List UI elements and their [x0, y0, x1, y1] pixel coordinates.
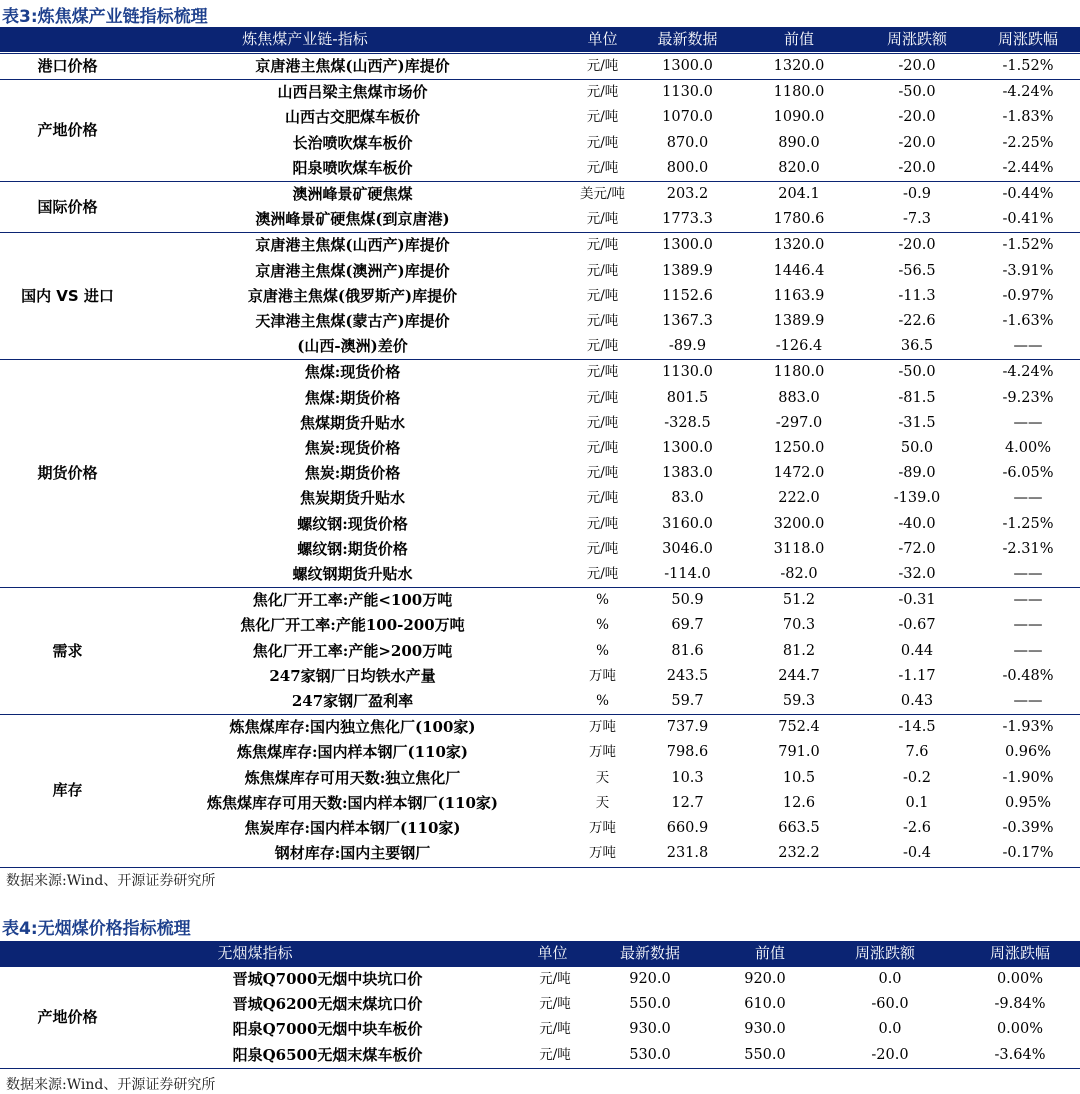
- change-cell: -11.3: [898, 287, 936, 304]
- previous-cell: 883.0: [778, 389, 820, 406]
- table3-source: 数据来源:Wind、开源证券研究所: [6, 873, 216, 889]
- group-label: 产地价格: [0, 967, 135, 1069]
- indicator-cell: 焦炭库存:国内样本钢厂(110家): [244, 819, 461, 838]
- table-row: [0, 562, 1080, 588]
- table-row: [0, 334, 1080, 360]
- indicator-cell: 澳洲峰景矿硬焦煤: [135, 182, 570, 208]
- unit-cell: 元/吨: [570, 233, 635, 259]
- unit-cell: 万吨: [589, 667, 616, 684]
- indicator-cell: 京唐港主焦煤(澳洲产)库提价: [255, 261, 450, 280]
- previous-cell: 81.2: [782, 642, 816, 659]
- pct-cell: ——: [1013, 490, 1043, 507]
- change-cell: -7.3: [903, 211, 931, 228]
- previous-cell: 1780.6: [773, 211, 825, 228]
- indicator-cell: 阳泉喷吹煤车板价: [292, 158, 413, 177]
- unit-cell: 元/吨: [586, 465, 619, 482]
- indicator-cell: 焦煤期货升贴水: [299, 413, 405, 432]
- latest-cell: 660.9: [666, 820, 709, 837]
- table4-body: [0, 966, 1080, 1069]
- table-row: [0, 411, 1080, 436]
- latest-cell: 50.9: [635, 588, 740, 614]
- table-row: [0, 816, 1080, 841]
- unit-cell: 元/吨: [586, 262, 619, 279]
- indicator-cell: 山西古交肥煤车板价: [284, 108, 420, 127]
- table3-header: [0, 27, 1080, 52]
- header-previous: 前值: [783, 30, 814, 48]
- group-label: 期货价格: [0, 360, 135, 588]
- header-previous: 前值: [754, 944, 785, 962]
- change-cell: -40.0: [898, 515, 936, 532]
- latest-cell: -114.0: [664, 566, 711, 583]
- previous-cell: 1090.0: [773, 109, 825, 126]
- change-cell: -50.0: [858, 360, 976, 386]
- group-label: 国内 VS 进口: [0, 233, 135, 360]
- indicator-cell: 焦煤:现货价格: [135, 360, 570, 386]
- pct-cell: 4.00%: [1004, 440, 1052, 457]
- table-row: [0, 766, 1080, 791]
- table4-title: 表4:无烟煤价格指标梳理: [2, 919, 191, 939]
- indicator-cell: 京唐港主焦煤(山西产)库提价: [135, 54, 570, 80]
- change-cell: -22.6: [898, 313, 936, 330]
- header-indicator: 无烟煤指标: [217, 944, 293, 962]
- group-label: 国际价格: [0, 182, 135, 233]
- unit-cell: 元/吨: [570, 54, 635, 80]
- change-cell: 0.43: [900, 693, 934, 710]
- pct-cell: 0.95%: [1004, 794, 1052, 811]
- indicator-cell: 炼焦煤库存:国内独立焦化厂(100家): [135, 715, 570, 741]
- change-cell: -50.0: [858, 80, 976, 106]
- table-row: [0, 233, 1080, 259]
- previous-cell: -126.4: [775, 338, 823, 355]
- change-cell: -0.31: [858, 588, 976, 614]
- previous-cell: 222.0: [778, 490, 820, 507]
- latest-cell: 59.7: [671, 693, 704, 710]
- previous-cell: 204.1: [740, 182, 858, 208]
- header-weekly-pct: 周涨跌幅: [997, 30, 1058, 48]
- indicator-cell: 晋城Q6200无烟末煤坑口价: [232, 995, 423, 1014]
- unit-cell: 万吨: [589, 820, 616, 837]
- unit-cell: 万吨: [570, 715, 635, 741]
- table-row: [0, 613, 1080, 638]
- table-row: [0, 740, 1080, 765]
- change-cell: -81.5: [898, 389, 936, 406]
- indicator-cell: 焦炭:期货价格: [304, 464, 401, 483]
- unit-cell: 天: [595, 794, 610, 811]
- unit-cell: 天: [595, 769, 610, 786]
- table3-body: [0, 53, 1080, 868]
- latest-cell: 1300.0: [635, 54, 740, 80]
- group-label: 港口价格: [0, 54, 135, 80]
- previous-cell: 1320.0: [740, 54, 858, 80]
- previous-cell: 1389.9: [773, 313, 825, 330]
- indicator-cell: 阳泉Q6500无烟末煤车板价: [135, 1043, 520, 1069]
- table-row: [0, 259, 1080, 284]
- table-row: [0, 967, 1080, 993]
- latest-cell: 243.5: [666, 667, 709, 684]
- group-label: 产地价格: [0, 80, 135, 182]
- latest-cell: 1389.9: [662, 262, 713, 279]
- unit-cell: 元/吨: [586, 134, 619, 151]
- change-cell: -56.5: [898, 262, 936, 279]
- latest-cell: 800.0: [666, 159, 709, 176]
- previous-cell: 1446.4: [773, 262, 825, 279]
- indicator-cell: 澳洲峰景矿硬焦煤(到京唐港): [255, 210, 450, 229]
- change-cell: 0.0: [878, 1021, 902, 1038]
- previous-cell: 791.0: [778, 744, 820, 761]
- table-row: [0, 436, 1080, 461]
- change-cell: 0.44: [900, 642, 934, 659]
- pct-cell: -2.25%: [1002, 134, 1054, 151]
- change-cell: -20.0: [898, 159, 936, 176]
- pct-cell: -0.39%: [1002, 820, 1054, 837]
- table-row: [0, 156, 1080, 182]
- indicator-cell: 螺纹钢期货升贴水: [292, 565, 413, 584]
- previous-cell: 1320.0: [740, 233, 858, 259]
- table-row: [0, 182, 1080, 208]
- pct-cell: 0.00%: [996, 1021, 1044, 1038]
- change-cell: -0.4: [858, 841, 976, 867]
- unit-cell: 元/吨: [586, 109, 619, 126]
- previous-cell: 890.0: [778, 134, 820, 151]
- unit-cell: 万吨: [570, 841, 635, 867]
- latest-cell: 1130.0: [635, 360, 740, 386]
- header-latest: 最新数据: [619, 944, 680, 962]
- pct-cell: -1.25%: [1002, 515, 1054, 532]
- pct-cell: ——: [1013, 617, 1043, 634]
- table-row: [0, 588, 1080, 614]
- latest-cell: 69.7: [671, 617, 704, 634]
- indicator-cell: 长治喷吹煤车板价: [292, 133, 413, 152]
- latest-cell: 231.8: [635, 841, 740, 867]
- previous-cell: 12.6: [782, 794, 816, 811]
- latest-cell: 3160.0: [662, 515, 713, 532]
- table-row: [0, 992, 1080, 1017]
- indicator-cell: 山西吕梁主焦煤市场价: [135, 80, 570, 106]
- pct-cell: -1.52%: [976, 54, 1080, 80]
- change-cell: -20.0: [858, 233, 976, 259]
- pct-cell: ——: [1013, 338, 1043, 355]
- change-cell: 0.0: [820, 967, 960, 993]
- table-row: [0, 309, 1080, 334]
- previous-cell: 232.2: [740, 841, 858, 867]
- group-label: 需求: [0, 588, 135, 715]
- table-row: [0, 1043, 1080, 1069]
- table4-header: [0, 941, 1080, 966]
- previous-cell: 1472.0: [773, 465, 825, 482]
- change-cell: -20.0: [898, 134, 936, 151]
- unit-cell: 元/吨: [520, 1043, 590, 1069]
- latest-cell: 920.0: [590, 967, 710, 993]
- table-row: [0, 715, 1080, 741]
- table-row: [0, 664, 1080, 689]
- table-row: [0, 207, 1080, 233]
- indicator-cell: 炼焦煤库存可用天数:独立焦化厂: [244, 768, 461, 787]
- table-row: [0, 689, 1080, 715]
- latest-cell: 1773.3: [662, 211, 713, 228]
- previous-cell: -297.0: [775, 414, 823, 431]
- pct-cell: -1.63%: [1002, 313, 1054, 330]
- previous-cell: 752.4: [740, 715, 858, 741]
- previous-cell: 59.3: [782, 693, 816, 710]
- header-weekly-change: 周涨跌额: [886, 30, 947, 48]
- indicator-cell: (山西-澳洲)差价: [297, 337, 408, 356]
- unit-cell: 元/吨: [586, 540, 619, 557]
- pct-cell: -2.31%: [1002, 540, 1054, 557]
- unit-cell: 元/吨: [586, 440, 619, 457]
- latest-cell: 12.7: [671, 794, 704, 811]
- pct-cell: ——: [1013, 414, 1043, 431]
- change-cell: -72.0: [898, 540, 936, 557]
- change-cell: -20.0: [858, 54, 976, 80]
- indicator-cell: 炼焦煤库存:国内样本钢厂(110家): [236, 743, 469, 762]
- unit-cell: 元/吨: [570, 360, 635, 386]
- previous-cell: 663.5: [778, 820, 820, 837]
- previous-cell: 10.5: [782, 769, 816, 786]
- pct-cell: -0.41%: [1002, 211, 1054, 228]
- table4-source: 数据来源:Wind、开源证券研究所: [6, 1077, 216, 1093]
- latest-cell: 1383.0: [662, 465, 713, 482]
- pct-cell: -0.17%: [976, 841, 1080, 867]
- unit-cell: 万吨: [589, 744, 616, 761]
- unit-cell: 元/吨: [586, 211, 619, 228]
- latest-cell: -89.9: [668, 338, 707, 355]
- unit-cell: 元/吨: [586, 313, 619, 330]
- table-row: [0, 841, 1080, 867]
- table-row: [0, 1017, 1080, 1042]
- change-cell: -14.5: [858, 715, 976, 741]
- unit-cell: %: [570, 588, 635, 614]
- change-cell: -0.2: [903, 769, 931, 786]
- group-label: 库存: [0, 715, 135, 867]
- unit-cell: 元/吨: [586, 287, 619, 304]
- table-row: [0, 360, 1080, 386]
- table-row: [0, 80, 1080, 106]
- indicator-cell: 螺纹钢:期货价格: [297, 539, 408, 558]
- change-cell: 36.5: [900, 338, 934, 355]
- unit-cell: 元/吨: [586, 414, 619, 431]
- unit-cell: 元/吨: [586, 490, 619, 507]
- header-weekly-pct: 周涨跌幅: [989, 944, 1050, 962]
- indicator-cell: 炼焦煤库存可用天数:国内样本钢厂(110家): [206, 793, 499, 812]
- header-latest: 最新数据: [657, 30, 718, 48]
- latest-cell: 1300.0: [635, 233, 740, 259]
- pct-cell: -0.48%: [1002, 667, 1054, 684]
- previous-cell: 3118.0: [773, 540, 825, 557]
- pct-cell: ——: [1013, 642, 1043, 659]
- unit-cell: %: [596, 617, 609, 634]
- pct-cell: -4.24%: [976, 360, 1080, 386]
- indicator-cell: 京唐港主焦煤(俄罗斯产)库提价: [247, 286, 458, 305]
- table-row: [0, 537, 1080, 562]
- indicator-cell: 天津港主焦煤(蒙古产)库提价: [255, 312, 450, 331]
- change-cell: -2.6: [903, 820, 931, 837]
- pct-cell: -2.44%: [1002, 159, 1054, 176]
- latest-cell: 1300.0: [662, 440, 713, 457]
- previous-cell: 820.0: [778, 159, 820, 176]
- header-unit: 单位: [587, 30, 618, 48]
- previous-cell: 610.0: [744, 996, 786, 1013]
- latest-cell: 930.0: [629, 1021, 671, 1038]
- change-cell: -60.0: [871, 996, 909, 1013]
- change-cell: -20.0: [820, 1043, 960, 1069]
- latest-cell: 737.9: [635, 715, 740, 741]
- previous-cell: 3200.0: [773, 515, 825, 532]
- pct-cell: 0.00%: [960, 967, 1080, 993]
- indicator-cell: 螺纹钢:现货价格: [297, 514, 408, 533]
- latest-cell: 3046.0: [662, 540, 713, 557]
- unit-cell: %: [596, 642, 609, 659]
- previous-cell: 550.0: [710, 1043, 820, 1069]
- indicator-cell: 焦煤:期货价格: [304, 388, 401, 407]
- previous-cell: 1250.0: [773, 440, 825, 457]
- pct-cell: -1.90%: [1002, 769, 1054, 786]
- latest-cell: 530.0: [590, 1043, 710, 1069]
- change-cell: 7.6: [905, 744, 929, 761]
- latest-cell: 203.2: [635, 182, 740, 208]
- latest-cell: 1130.0: [635, 80, 740, 106]
- pct-cell: -0.97%: [1002, 287, 1054, 304]
- latest-cell: 1070.0: [662, 109, 713, 126]
- indicator-cell: 京唐港主焦煤(山西产)库提价: [135, 233, 570, 259]
- latest-cell: 81.6: [671, 642, 704, 659]
- table-row: [0, 284, 1080, 309]
- unit-cell: 元/吨: [586, 515, 619, 532]
- table-row: [0, 386, 1080, 411]
- table-row: [0, 791, 1080, 816]
- indicator-cell: 焦化厂开工率:产能100-200万吨: [240, 616, 465, 635]
- pct-cell: -1.52%: [976, 233, 1080, 259]
- latest-cell: 1367.3: [662, 313, 713, 330]
- change-cell: -139.0: [893, 490, 941, 507]
- change-cell: -32.0: [898, 566, 936, 583]
- latest-cell: 870.0: [666, 134, 709, 151]
- pct-cell: -4.24%: [976, 80, 1080, 106]
- latest-cell: 798.6: [666, 744, 709, 761]
- previous-cell: 51.2: [740, 588, 858, 614]
- header-weekly-change: 周涨跌额: [854, 944, 915, 962]
- header-unit: 单位: [537, 944, 568, 962]
- pct-cell: -9.23%: [1002, 389, 1054, 406]
- unit-cell: 元/吨: [520, 967, 590, 993]
- pct-cell: ——: [976, 588, 1080, 614]
- indicator-cell: 焦化厂开工率:产能<100万吨: [135, 588, 570, 614]
- pct-cell: -9.84%: [994, 996, 1046, 1013]
- change-cell: -31.5: [898, 414, 936, 431]
- indicator-cell: 247家钢厂日均铁水产量: [269, 666, 436, 685]
- latest-cell: 550.0: [629, 996, 671, 1013]
- previous-cell: 1180.0: [740, 80, 858, 106]
- change-cell: -20.0: [898, 109, 936, 126]
- previous-cell: 244.7: [778, 667, 820, 684]
- unit-cell: 元/吨: [586, 566, 619, 583]
- pct-cell: 0.96%: [1004, 744, 1052, 761]
- unit-cell: 元/吨: [570, 80, 635, 106]
- latest-cell: 10.3: [671, 769, 704, 786]
- previous-cell: -82.0: [780, 566, 818, 583]
- previous-cell: 1180.0: [740, 360, 858, 386]
- table-row: [0, 131, 1080, 156]
- pct-cell: -3.91%: [1002, 262, 1054, 279]
- pct-cell: -1.83%: [1002, 109, 1054, 126]
- latest-cell: 83.0: [671, 490, 704, 507]
- previous-cell: 1163.9: [773, 287, 825, 304]
- table-row: [0, 639, 1080, 664]
- table-row: [0, 54, 1080, 80]
- indicator-cell: 247家钢厂盈利率: [291, 692, 414, 711]
- previous-cell: 920.0: [710, 967, 820, 993]
- indicator-cell: 阳泉Q7000无烟中块车板价: [232, 1020, 423, 1039]
- header-indicator: 炼焦煤产业链-指标: [242, 30, 368, 48]
- unit-cell: 元/吨: [586, 159, 619, 176]
- table3-title: 表3:炼焦煤产业链指标梳理: [2, 7, 208, 27]
- latest-cell: -328.5: [664, 414, 711, 431]
- change-cell: -1.17: [898, 667, 936, 684]
- indicator-cell: 焦炭:现货价格: [304, 439, 401, 458]
- indicator-cell: 焦化厂开工率:产能>200万吨: [252, 641, 453, 660]
- change-cell: 0.1: [905, 794, 929, 811]
- previous-cell: 930.0: [744, 1021, 786, 1038]
- previous-cell: 70.3: [782, 617, 816, 634]
- unit-cell: 美元/吨: [570, 182, 635, 208]
- unit-cell: 元/吨: [539, 996, 571, 1013]
- change-cell: 50.0: [900, 440, 934, 457]
- pct-cell: ——: [1013, 566, 1043, 583]
- pct-cell: -0.44%: [976, 182, 1080, 208]
- pct-cell: -1.93%: [976, 715, 1080, 741]
- indicator-cell: 晋城Q7000无烟中块坑口价: [135, 967, 520, 993]
- indicator-cell: 钢材库存:国内主要钢厂: [135, 841, 570, 867]
- change-cell: -0.9: [858, 182, 976, 208]
- unit-cell: 元/吨: [586, 389, 619, 406]
- pct-cell: ——: [1013, 693, 1043, 710]
- table-row: [0, 486, 1080, 511]
- latest-cell: 801.5: [666, 389, 709, 406]
- unit-cell: 元/吨: [586, 338, 619, 355]
- table-row: [0, 105, 1080, 130]
- indicator-cell: 焦炭期货升贴水: [299, 489, 405, 508]
- pct-cell: -3.64%: [960, 1043, 1080, 1069]
- change-cell: -89.0: [898, 465, 936, 482]
- unit-cell: %: [596, 693, 609, 710]
- table-row: [0, 461, 1080, 486]
- unit-cell: 元/吨: [539, 1021, 571, 1038]
- table-row: [0, 512, 1080, 537]
- pct-cell: -6.05%: [1002, 465, 1054, 482]
- latest-cell: 1152.6: [662, 287, 713, 304]
- change-cell: -0.67: [898, 617, 936, 634]
